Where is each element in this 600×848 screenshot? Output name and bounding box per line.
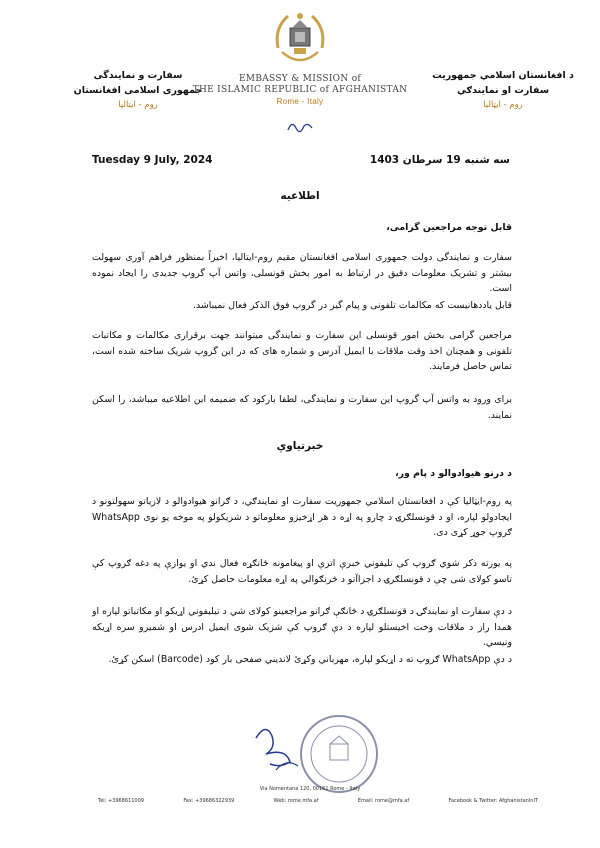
pashto-paragraph-2: په یورته ذکر شوي ګروپ کې تلیفوني خبرې اترې او پیغامونه ځانګړه فعال ندي او یوازې په دغه ګروپ کې تاسو کولای شی چې د قونسلګرۍ د اجراآتو د څرنګوالي په اړه معلومات حاصل کړئ. [92, 558, 512, 585]
footer-contacts [98, 798, 538, 804]
header-dari-line1: سفارت و نمایندگی [93, 70, 183, 81]
embassy-city: Rome - Italy [276, 97, 324, 106]
header-dari-city: روم - ایتالیا [118, 100, 158, 110]
embassy-line2: THE ISLAMIC REPUBLIC of AFGHANISTAN [192, 85, 408, 95]
pashto-paragraph-3: د دې سفارت او نمایندګۍ د قونسلګرۍ د څانګې ګرانو مراجعینو کولای شي د تیلیفوني اړیکو او مکاتباتو لپاره او همدا راز د ملاقات وخت اخیستلو لپاره د دې ګروپ کې شریک شوی ایمیل ادرس او شمیرو سره اړیکه ونیسي. [92, 606, 512, 648]
header-dari [68, 68, 208, 113]
header-pashto [428, 68, 578, 113]
date-english: Tuesday 9 July, 2024 [92, 154, 213, 166]
embassy-line1: EMBASSY & MISSION of [238, 74, 362, 84]
dari-salutation: قابل توجه مراجعین گرامی، [386, 222, 512, 233]
initial-signature [286, 118, 314, 138]
dari-title: اطلاعیه [280, 190, 320, 202]
header-dari-line2: جمهوری اسلامی افغانستان [73, 85, 203, 96]
dari-paragraph-2: قابل یاددهانیست که مکالمات تلفونی و پیام گیر در گروپ فوق الذکر فعال نمیباشد. [192, 300, 512, 311]
pashto-title: خبرتیاوې [276, 440, 324, 452]
header-pashto-line2: سفارت او نمایندګي [456, 85, 550, 96]
header-english [190, 74, 410, 107]
footer-tel: Tel: +3968611009 [98, 798, 144, 804]
footer-email[interactable]: Email: rome@mfa.af [357, 798, 410, 804]
footer-fax: Fax: +39686322939 [183, 798, 235, 804]
emblem-icon [268, 8, 332, 70]
pashto-salutation: د درنو هیوادوالو د پام ور، [395, 468, 512, 479]
pashto-paragraph-1: په روم-ایټالیا کې د افغانستان اسلامي جمهوریت سفارت او نمایندګي، د ګرانو هیوادوالو د لازیاتو سهولتونو د ایجادولو لپاره، او د قونسلګرۍ د چارو په اړه د هر اړخیزو معلوماتو د شریکولو په موخه یو نوی WhatsApp ګروپ جوړ کړی دی. [92, 496, 512, 538]
date-persian: سه شنبه 19 سرطان 1403 [369, 154, 510, 166]
footer-web[interactable]: Web: rome.mfa.af [273, 798, 319, 804]
dari-paragraph-1: سفارت و نمایندگی دولت جمهوری اسلامی افغانستان مقیم روم-ایتالیا، اخیراً بمنظور فراهم آوری سهولت بیشتر و تشریک معلومات دقیق در ارتباط به امور بخش قونسلی، واتس آپ گروپ جدیدی را ایجاد نموده است. [92, 252, 512, 294]
pashto-paragraph-4: د دې WhatsApp ګروپ ته د اړیکو لپاره، مهرباني وکړئ لاندیني صفحی بار کود (Barcode) اسکن کړئ. [108, 654, 512, 665]
emblem [268, 8, 332, 70]
dari-paragraph-4: برای ورود به واتس آپ گروپ این سفارت و نمایندگی، لطفا بارکود که ضمیمه این اطلاعیه میباشد، را اسکن نمایند. [92, 394, 512, 421]
dari-paragraph-3: مراجعین گرامی بخش امور قونسلی این سفارت و نمایندگی میتوانند جهت برقراری مکالمات و مکاتبات تلفونی و همچنان اخذ وقت ملاقات با ایمیل آدرس و شماره های که در این گروپ شریک ساخته شده است، تماس حاصل فرمایند. [92, 330, 512, 372]
header-pashto-city: روم - ایټالیا [483, 100, 523, 110]
footer-address: Via Nomentana 120, 00161 Rome - Italy [259, 786, 361, 792]
header-pashto-line1: د افغانستان اسلامي جمهوریت [432, 70, 574, 81]
footer-social: Facebook & Twitter: AfghanistanInIT [448, 798, 538, 804]
